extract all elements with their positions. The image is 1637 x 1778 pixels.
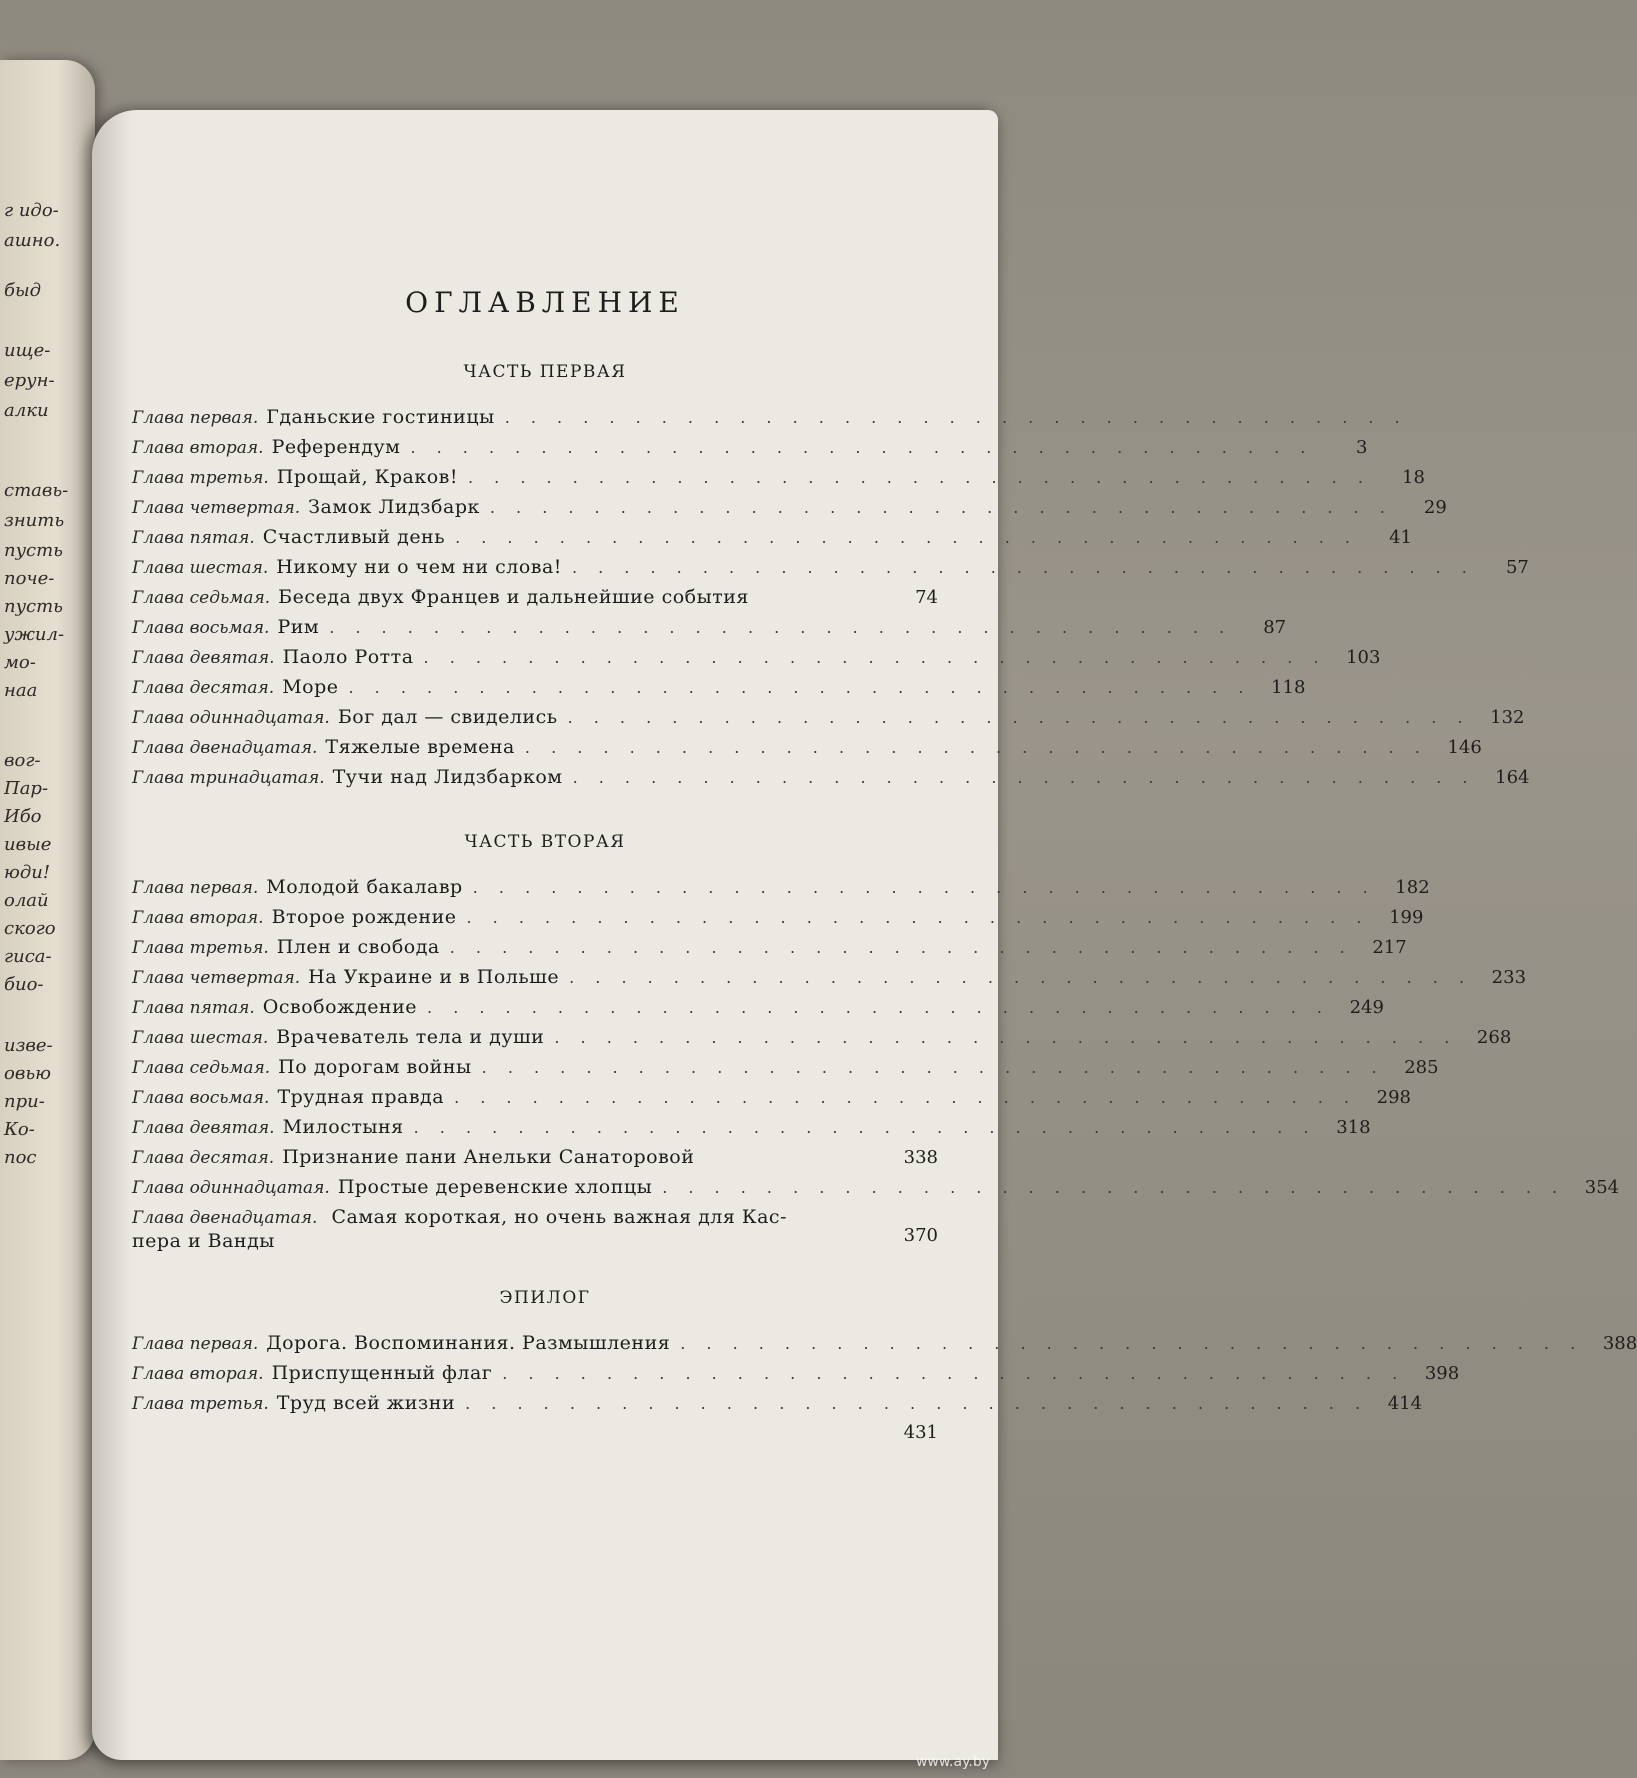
chapter-number: Глава девятая. <box>132 1118 275 1138</box>
left-page-fragment: пусть <box>4 596 63 617</box>
leader-dots: . . . . . . . . . . . . . . . . . . . . . . . . . . . . . . . . . . . <box>449 938 1353 957</box>
left-page-fragment: олай <box>4 890 49 911</box>
page-number: 41 <box>1389 527 1413 548</box>
chapter-title: Милостыня <box>282 1116 404 1138</box>
toc-entry <box>132 1332 1637 1360</box>
toc-entry <box>132 1116 1371 1144</box>
page-number: 217 <box>1372 937 1407 958</box>
chapter-number: Глава девятая. <box>132 648 275 668</box>
chapter-title: Молодой бакалавр <box>266 876 463 898</box>
chapter-text-block <box>132 1206 787 1252</box>
toc-entry <box>132 1146 938 1174</box>
toc-entry <box>132 766 1530 794</box>
page-number: 132 <box>1490 707 1525 728</box>
chapter-title: Освобождение <box>262 996 418 1018</box>
chapter-title: Никому ни о чем ни слова! <box>276 556 562 578</box>
page-number: 164 <box>1495 767 1530 788</box>
left-page-fragment: вог- <box>4 750 41 771</box>
leader-dots: . . . . . . . . . . . . . . . . . . . . . . . . . . . . . . . . . . . <box>662 1178 1566 1197</box>
leader-dots: . . . . . . . . . . . . . . . . . . . . . . . . . . . . . . . . . . . <box>569 968 1473 987</box>
leader-dots: . . . . . . . . . . . . . . . . . . . . . . . . . . . . . . . . . . . <box>348 678 1252 697</box>
left-page-fragment: юди! <box>4 862 51 883</box>
page-number: 118 <box>1271 677 1306 698</box>
toc-entry <box>132 1362 1460 1390</box>
page-number: 233 <box>1491 967 1527 988</box>
page-number: 103 <box>1346 647 1381 668</box>
chapter-number: Глава третья. <box>132 938 269 958</box>
page-number: 146 <box>1447 737 1482 758</box>
chapter-title: Паоло Ротта <box>282 646 414 668</box>
leader-dots: . . . . . . . . . . . . . . . . . . . . . . . . . . . . . . . . . . . <box>504 408 1408 427</box>
book-page <box>92 110 1637 1760</box>
left-page-fragment: знить <box>4 510 65 531</box>
chapter-title: Гданьские гостиницы <box>266 406 495 428</box>
page-number: 338 <box>903 1147 938 1168</box>
chapter-title: По дорогам войны <box>278 1056 472 1078</box>
left-page-fragment: пос <box>4 1147 37 1168</box>
chapter-number: Глава вторая. <box>132 908 264 928</box>
toc-entry <box>132 936 1407 964</box>
toc-entry <box>132 1086 1411 1114</box>
left-page-fragment: ашно. <box>4 230 61 251</box>
leader-dots: . . . . . . . . . . . . . . . . . . . . . . . . . . . . . . . . . . . <box>413 1118 1317 1137</box>
chapter-title-continued: пера и Ванды <box>132 1230 275 1252</box>
leader-dots: . . . . . . . . . . . . . . . . . . . . . . . . . . . . . . . . . . . <box>427 998 1330 1017</box>
chapter-title: Рим <box>277 616 320 638</box>
chapter-title: Врачеватель тела и души <box>276 1026 545 1048</box>
chapter-number: Глава десятая. <box>132 678 275 698</box>
chapter-number: Глава вторая. <box>132 1364 264 1384</box>
left-page-fragment: Ибо <box>4 806 42 827</box>
chapter-number: Глава первая. <box>132 1334 259 1354</box>
page-number: 298 <box>1376 1087 1411 1108</box>
page-number: 74 <box>915 587 938 608</box>
chapter-title: Простые деревенские хлопцы <box>337 1176 653 1198</box>
toc-entry <box>132 586 938 614</box>
chapter-title: Труд всей жизни <box>276 1392 456 1414</box>
chapter-number: Глава четвертая. <box>132 498 301 518</box>
chapter-number: Глава пятая. <box>132 528 255 548</box>
left-page-fragment: быд <box>4 280 42 301</box>
page-number: 57 <box>1505 557 1529 578</box>
page-number: 431 <box>903 1422 938 1443</box>
toc-entry <box>132 616 1287 644</box>
toc-entry <box>132 676 1306 704</box>
chapter-title: Тяжелые времена <box>325 736 515 758</box>
chapter-number: Глава вторая. <box>132 438 264 458</box>
left-page-fragment: овью <box>4 1063 51 1084</box>
left-page-edge <box>0 60 95 1760</box>
toc-entry <box>132 736 1482 764</box>
left-page-fragment: г идо- <box>4 200 59 221</box>
page-number: 388 <box>1602 1333 1637 1354</box>
chapter-number: Глава двенадцатая. <box>132 738 318 758</box>
page-number: 370 <box>903 1224 938 1246</box>
toc-entry <box>132 1392 1423 1420</box>
toc-entry <box>132 1176 1620 1204</box>
chapter-title: Прощай, Краков! <box>276 466 458 488</box>
part-title: ЧАСТЬ ПЕРВАЯ <box>463 362 627 382</box>
page-number: 268 <box>1476 1027 1512 1048</box>
toc-entry <box>132 466 1425 494</box>
leader-dots: . . . . . . . . . . . . . . . . . . . . . . . . . . . . . . . . . . . <box>410 438 1314 457</box>
left-page-fragment: мо- <box>4 652 36 673</box>
page-number: 318 <box>1336 1117 1371 1138</box>
chapter-number: Глава первая. <box>132 878 259 898</box>
page-number: 182 <box>1395 877 1430 898</box>
toc-entry-trailing-page <box>132 1422 938 1450</box>
chapter-number: Глава пятая. <box>132 998 255 1018</box>
toc-entry <box>132 526 1413 554</box>
chapter-title: Замок Лидзбарк <box>308 496 480 518</box>
left-page-fragment: ужил- <box>4 624 65 645</box>
left-page-fragment: ставь- <box>4 480 69 501</box>
chapter-title: Второе рождение <box>271 906 457 928</box>
leader-dots: . . . . . . . . . . . . . . . . . . . . . . . . . . . . . . . . . . . <box>329 618 1233 637</box>
chapter-title: Признание пани Анельки Санаторовой <box>282 1146 695 1168</box>
leader-dots: . . . . . . . . . . . . . . . . . . . . . . . . . . . . . . . . . . . <box>502 1364 1406 1383</box>
left-page-fragment: поче- <box>4 568 55 589</box>
leader-dots: . . . . . . . . . . . . . . . . . . . . . . . . . . . . . . . . . . . <box>554 1028 1458 1047</box>
chapter-number: Глава седьмая. <box>132 588 271 608</box>
toc-entry <box>132 646 1381 674</box>
chapter-number: Глава тринадцатая. <box>132 768 325 788</box>
leader-dots: . . . . . . . . . . . . . . . . . . . . . . . . . . . . . . . . . . . <box>571 558 1475 577</box>
left-page-fragment: изве- <box>4 1035 53 1056</box>
leader-dots: . . . . . . . . . . . . . . . . . . . . . . . . . . . . . . . . . . . <box>524 738 1428 757</box>
toc-entry <box>132 996 1384 1024</box>
chapter-number: Глава десятая. <box>132 1148 275 1168</box>
chapter-number: Глава седьмая. <box>132 1058 271 1078</box>
toc-entry <box>132 556 1529 584</box>
chapter-number: Глава восьмая. <box>132 618 270 638</box>
chapter-line-1 <box>132 1206 787 1228</box>
leader-dots: . . . . . . . . . . . . . . . . . . . . . . . . . . . . . . . . . . . <box>567 708 1471 727</box>
watermark: www.ay.by <box>915 1754 990 1770</box>
chapter-number: Глава двенадцатая. <box>132 1208 318 1228</box>
chapter-number: Глава восьмая. <box>132 1088 270 1108</box>
left-page-fragment: био- <box>4 974 44 995</box>
left-page-fragment: гиса- <box>4 946 52 967</box>
page-number: 87 <box>1263 617 1287 638</box>
left-page-fragment: ского <box>4 918 56 939</box>
left-page-fragment: Пар- <box>4 778 49 799</box>
toc-entry <box>132 1026 1512 1054</box>
chapter-title: На Украине и в Польше <box>308 966 560 988</box>
left-page-fragment: ивые <box>4 834 52 855</box>
chapter-number: Глава третья. <box>132 1394 269 1414</box>
leader-dots: . . . . . . . . . . . . . . . . . . . . . . . . . . . . . . . . . . . <box>466 908 1370 927</box>
chapter-title: Море <box>282 676 339 698</box>
toc-entry <box>132 1056 1439 1084</box>
leader-dots: . . . . . . . . . . . . . . . . . . . . . . . . . . . . . . . . . . . <box>468 468 1371 487</box>
chapter-title: Бог дал — свиделись <box>337 706 558 728</box>
left-page-fragment: Ко- <box>4 1119 35 1140</box>
chapter-number: Глава шестая. <box>132 558 269 578</box>
left-page-fragment: ерун- <box>4 370 55 391</box>
chapter-title: Беседа двух Францев и дальнейшие события <box>278 586 749 608</box>
toc-entry <box>132 906 1424 934</box>
chapter-title: Трудная правда <box>277 1086 445 1108</box>
chapter-number: Глава третья. <box>132 468 269 488</box>
chapter-number: Глава одиннадцатая. <box>132 1178 330 1198</box>
leader-dots: . . . . . . . . . . . . . . . . . . . . . . . . . . . . . . . . . . . <box>481 1058 1385 1077</box>
chapter-number: Глава одиннадцатая. <box>132 708 330 728</box>
leader-dots: . . . . . . . . . . . . . . . . . . . . . . . . . . . . . . . . . . . <box>472 878 1376 897</box>
chapter-title: Тучи над Лидзбарком <box>332 766 563 788</box>
page-number: 285 <box>1404 1057 1439 1078</box>
toc-entry <box>132 496 1447 524</box>
toc-entry <box>132 706 1525 734</box>
chapter-number: Глава шестая. <box>132 1028 269 1048</box>
page-number: 29 <box>1423 497 1447 518</box>
page-number: 354 <box>1584 1177 1620 1198</box>
part-title: ЧАСТЬ ВТОРАЯ <box>464 832 626 852</box>
chapter-title: Самая короткая, но очень важная для Кас- <box>331 1206 787 1228</box>
left-page-fragment: наа <box>4 680 38 701</box>
page-number: 199 <box>1389 907 1424 928</box>
leader-dots: . . . . . . . . . . . . . . . . . . . . . . . . . . . . . . . . . . . <box>680 1334 1584 1353</box>
chapter-title: Референдум <box>271 436 401 458</box>
leader-dots: . . . . . . . . . . . . . . . . . . . . . . . . . . . . . . . . . . . <box>489 498 1393 517</box>
toc-entry <box>132 966 1527 994</box>
leader-dots: . . . . . . . . . . . . . . . . . . . . . . . . . . . . . . . . . . . <box>423 648 1327 667</box>
leader-dots: . . . . . . . . . . . . . . . . . . . . . . . . . . . . . . . . . . . <box>572 768 1476 787</box>
page-number: 249 <box>1349 997 1384 1018</box>
left-page-fragment: при- <box>4 1091 45 1112</box>
chapter-number: Глава первая. <box>132 408 259 428</box>
leader-dots: . . . . . . . . . . . . . . . . . . . . . . . . . . . . . . . . . . . <box>455 528 1359 547</box>
page-number: 414 <box>1387 1393 1423 1414</box>
toc-entry <box>132 876 1430 904</box>
toc-entry <box>132 406 1408 434</box>
page-title: ОГЛАВЛЕНИЕ <box>405 286 685 319</box>
page-number: 3 <box>1355 437 1368 458</box>
left-page-fragment: ище- <box>4 340 51 361</box>
chapter-number: Глава четвертая. <box>132 968 301 988</box>
toc-entry <box>132 1206 938 1264</box>
chapter-title: Дорога. Воспоминания. Размышления <box>266 1332 671 1354</box>
toc-entry <box>132 436 1368 464</box>
left-page-fragment: алки <box>4 400 49 421</box>
left-page-fragment: пусть <box>4 540 63 561</box>
chapter-title: Плен и свобода <box>276 936 440 958</box>
part-title: ЭПИЛОГ <box>499 1288 591 1308</box>
leader-dots: . . . . . . . . . . . . . . . . . . . . . . . . . . . . . . . . . . . <box>465 1394 1369 1413</box>
page-number: 398 <box>1424 1363 1460 1384</box>
chapter-title: Счастливый день <box>262 526 446 548</box>
chapter-title: Приспущенный флаг <box>271 1362 493 1384</box>
page-number: 18 <box>1402 467 1425 488</box>
leader-dots: . . . . . . . . . . . . . . . . . . . . . . . . . . . . . . . . . . . <box>454 1088 1357 1107</box>
